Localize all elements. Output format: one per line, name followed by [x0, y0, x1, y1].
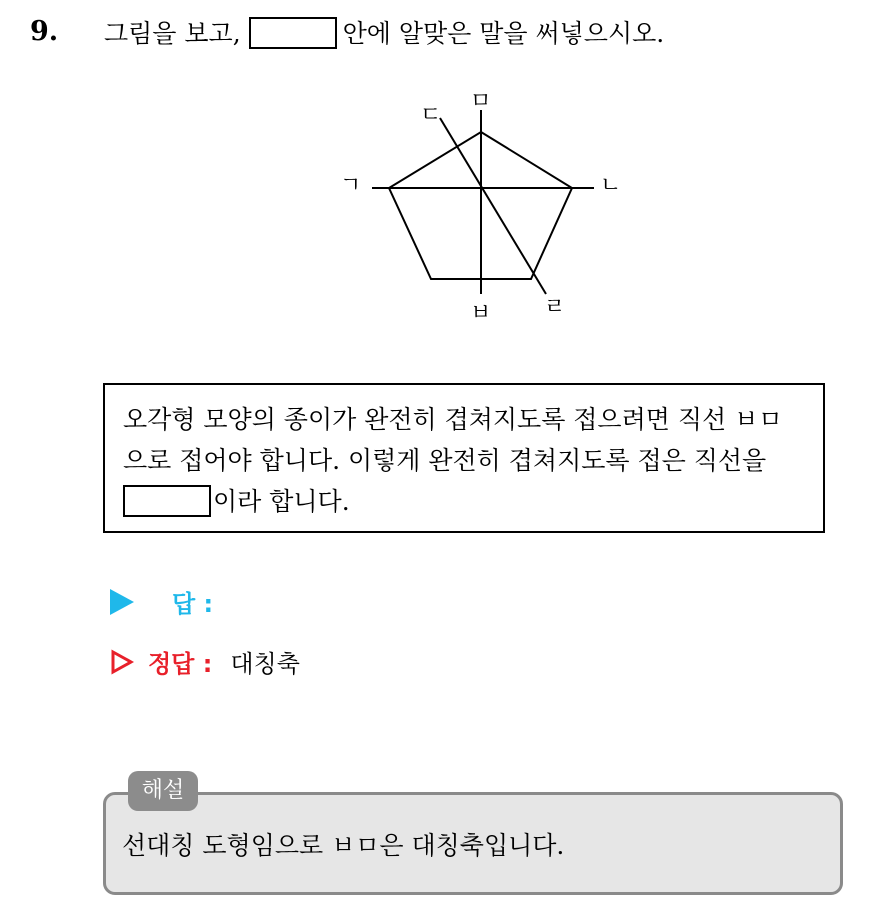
- answer-label: 답 :: [172, 590, 214, 618]
- problem-box: [103, 383, 825, 533]
- box-line-2: 으로 접어야 합니다. 이렇게 완전히 겹쳐지도록 접은 직선을: [123, 446, 767, 475]
- question-text: [104, 16, 664, 52]
- explanation-text: 선대칭 도형임으로 ㅂㅁ은 대칭축입니다.: [122, 831, 565, 860]
- label-lower-right: ㄹ: [544, 295, 566, 320]
- label-top: ㅁ: [470, 89, 492, 114]
- label-upper-left: ㄷ: [420, 103, 442, 128]
- label-left: ㄱ: [340, 173, 362, 198]
- explanation-tag: 해설: [128, 771, 198, 811]
- correct-label: 정답 :: [148, 650, 213, 678]
- box-line-3-text: 이라 합니다.: [213, 487, 350, 516]
- correct-answer-row: [110, 644, 300, 679]
- label-right: ㄴ: [600, 173, 622, 198]
- box-line-3: [123, 481, 805, 522]
- pentagon-figure: [330, 88, 630, 328]
- outline-triangle-icon: [110, 649, 134, 675]
- line-diagonal: [440, 118, 546, 294]
- correct-value: 대칭축: [230, 650, 300, 678]
- question-blank-box: [249, 17, 337, 49]
- question-number: 9.: [30, 16, 59, 47]
- box-line-1: 오각형 모양의 종이가 완전히 겹쳐지도록 접으려면 직선 ㅂㅁ: [123, 405, 783, 434]
- play-triangle-icon: [110, 589, 134, 615]
- answer-row: [110, 584, 213, 619]
- question-text-after: 안에 알맞은 말을 써넣으시오.: [342, 19, 665, 48]
- box-blank: [123, 485, 211, 517]
- question-text-before: 그림을 보고,: [104, 19, 241, 48]
- label-bottom: ㅂ: [470, 301, 492, 326]
